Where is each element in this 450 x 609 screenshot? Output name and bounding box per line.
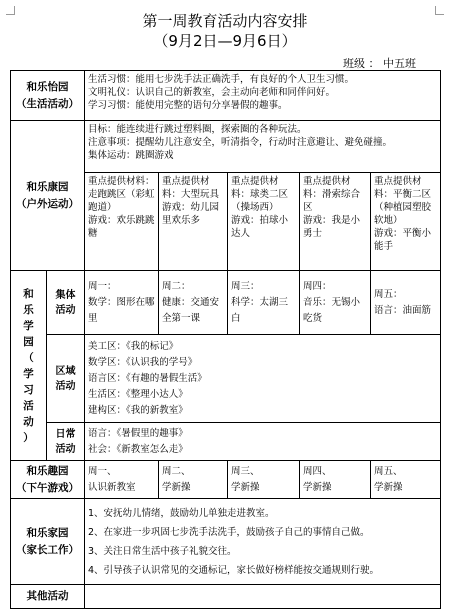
group-day-cell [85,271,159,335]
schedule-table [10,70,441,609]
afternoon-day-text: 周五、 学新操 [374,465,403,493]
outdoor-zone-text: 重点提供材料：走跑跳区（彩虹跑道） 游戏：欢乐跳跳糖 [88,176,155,239]
daily-activity-content [85,423,441,461]
learning-label-char: 乐 [23,303,34,316]
outdoor-zone-cell [371,173,441,271]
daily-label-line-1: 日常 [55,428,76,440]
area-line: 美工区：《我的标记》 [88,340,179,352]
outdoor-content [85,121,441,173]
family-line: 3、关注日常生活中孩子礼貌交往。 [88,545,237,557]
group-day-cell [159,271,228,335]
family-label-line-2: （家长工作） [16,543,79,556]
learning-label [11,271,47,461]
family-content [85,499,441,585]
group-label-line-2: 活动 [55,304,76,316]
outdoor-zone-cell [85,173,159,271]
group-day-cell [228,271,300,335]
afternoon-label-line-1: 和乐趣园 [26,464,69,477]
learning-label-char: ） [23,431,34,444]
outdoor-zone-text: 重点提供材料：球类二区（操场西） 游戏：拍球小达人 [231,176,289,239]
afternoon-day-text: 周三、 学新操 [231,465,260,493]
family-row [11,499,441,585]
outdoor-line: 集体运动：跳圈游戏 [88,150,174,161]
learning-label-char: 学 [23,367,34,380]
learning-label-char: 学 [23,319,34,332]
daily-line: 社会：《新教室怎么走》 [88,443,188,455]
area-label-line-2: 活动 [55,380,76,392]
group-day-cell [300,271,371,335]
life-line: 文明礼仪：认识自己的新教室，会主动向老师和同伴问好。 [88,87,336,98]
life-line: 生活习惯：能用七步洗手法正确洗手，有良好的个人卫生习惯。 [88,74,355,85]
learning-label-char: 园 [23,335,34,348]
afternoon-label-line-2: （下午游戏） [16,481,79,494]
group-day-text: 周二： 健康：交通安全第一课 [162,280,220,324]
life-content [85,71,441,121]
group-day-text: 周四： 音乐：无锡小吃货 [303,280,361,324]
afternoon-day-cell [300,461,371,499]
afternoon-day-text: 周一、 认识新教室 [88,465,136,493]
outdoor-zone-cell [228,173,300,271]
outdoor-zone-cell [159,173,228,271]
learning-label-char: 和 [23,287,34,300]
life-label-line-2: （生活活动） [16,97,79,110]
family-label [11,499,85,585]
group-day-text: 周五： 语言：油面筋 [374,288,432,316]
learning-label-char: 活 [23,399,34,412]
life-row [11,71,441,121]
daily-line: 语言：《暑假里的趣事》 [88,427,188,439]
area-activity-content [85,335,441,423]
page-title: 第一周教育活动内容安排 [142,12,308,30]
life-label [11,71,85,121]
group-day-cell [371,271,441,335]
other-label: 其他活动 [11,585,85,609]
group-activity-label [47,271,85,335]
group-activity-row [11,271,441,335]
area-line: 生活区：《整理小达人》 [88,388,188,400]
outdoor-line: 目标：能连续进行跳过塑料圈，探索圈的各种玩法。 [88,124,307,135]
group-day-text: 周一： 数学：图形在哪里 [88,280,155,324]
afternoon-day-cell [159,461,228,499]
learning-label-char: （ [23,351,34,364]
outdoor-label [11,121,85,271]
family-line: 1、安抚幼儿情绪，鼓励幼儿单独走进教室。 [88,507,275,519]
area-activity-row [11,335,441,423]
area-label-line-1: 区域 [55,365,76,377]
group-label-line-1: 集体 [55,289,76,301]
life-line: 学习习惯：能使用完整的语句分享暑假的趣事。 [88,100,288,111]
family-line: 2、在家进一步巩固七步洗手法洗手，鼓励孩子自己的事情自己做。 [88,526,370,538]
group-day-text: 周三： 科学：太湖三白 [231,280,289,324]
outdoor-zone-text: 重点提供材料：平衡二区（种植园塑胶软地） 游戏：平衡小能手 [374,176,432,252]
other-content [85,585,441,609]
date-range: （9月2日—9月6日） [153,32,297,50]
outdoor-line: 注意事项：提醒幼儿注意安全，听清指令，行动时注意避让、避免碰撞。 [88,137,393,148]
outdoor-zone-cell [300,173,371,271]
area-activity-label [47,335,85,423]
area-line: 数学区：《认识我的学号》 [88,356,198,368]
daily-activity-row [11,423,441,461]
afternoon-day-cell [371,461,441,499]
area-line: 语言区：《有趣的暑假生活》 [88,372,207,384]
learning-label-char: 动 [23,415,34,428]
life-label-line-1: 和乐怡园 [26,80,69,93]
daily-label-line-2: 活动 [55,443,76,455]
afternoon-day-text: 周二、 学新操 [162,465,191,493]
learning-label-char: 习 [23,383,34,396]
family-label-line-1: 和乐家园 [26,526,69,539]
outdoor-goal-row [11,121,441,173]
outdoor-label-line-2: （户外运动） [16,197,79,210]
family-line: 4、引导孩子认识常见的交通标记，家长做好榜样能按交通规则行驶。 [88,564,380,576]
afternoon-day-text: 周四、 学新操 [303,465,332,493]
afternoon-day-cell [228,461,300,499]
afternoon-row [11,461,441,499]
outdoor-label-line-1: 和乐康园 [26,180,69,193]
class-label: 班级 ： 中五班 [343,57,416,70]
other-row [11,585,441,609]
area-line: 建构区：《我的新教室》 [88,404,188,416]
daily-activity-label [47,423,85,461]
outdoor-zone-text: 重点提供材料：大型玩具 游戏：幼儿园里欢乐多 [162,176,220,226]
afternoon-label [11,461,85,499]
afternoon-day-cell [85,461,159,499]
outdoor-zone-text: 重点提供材料：滑索综合区 游戏：我是小勇士 [303,176,361,239]
